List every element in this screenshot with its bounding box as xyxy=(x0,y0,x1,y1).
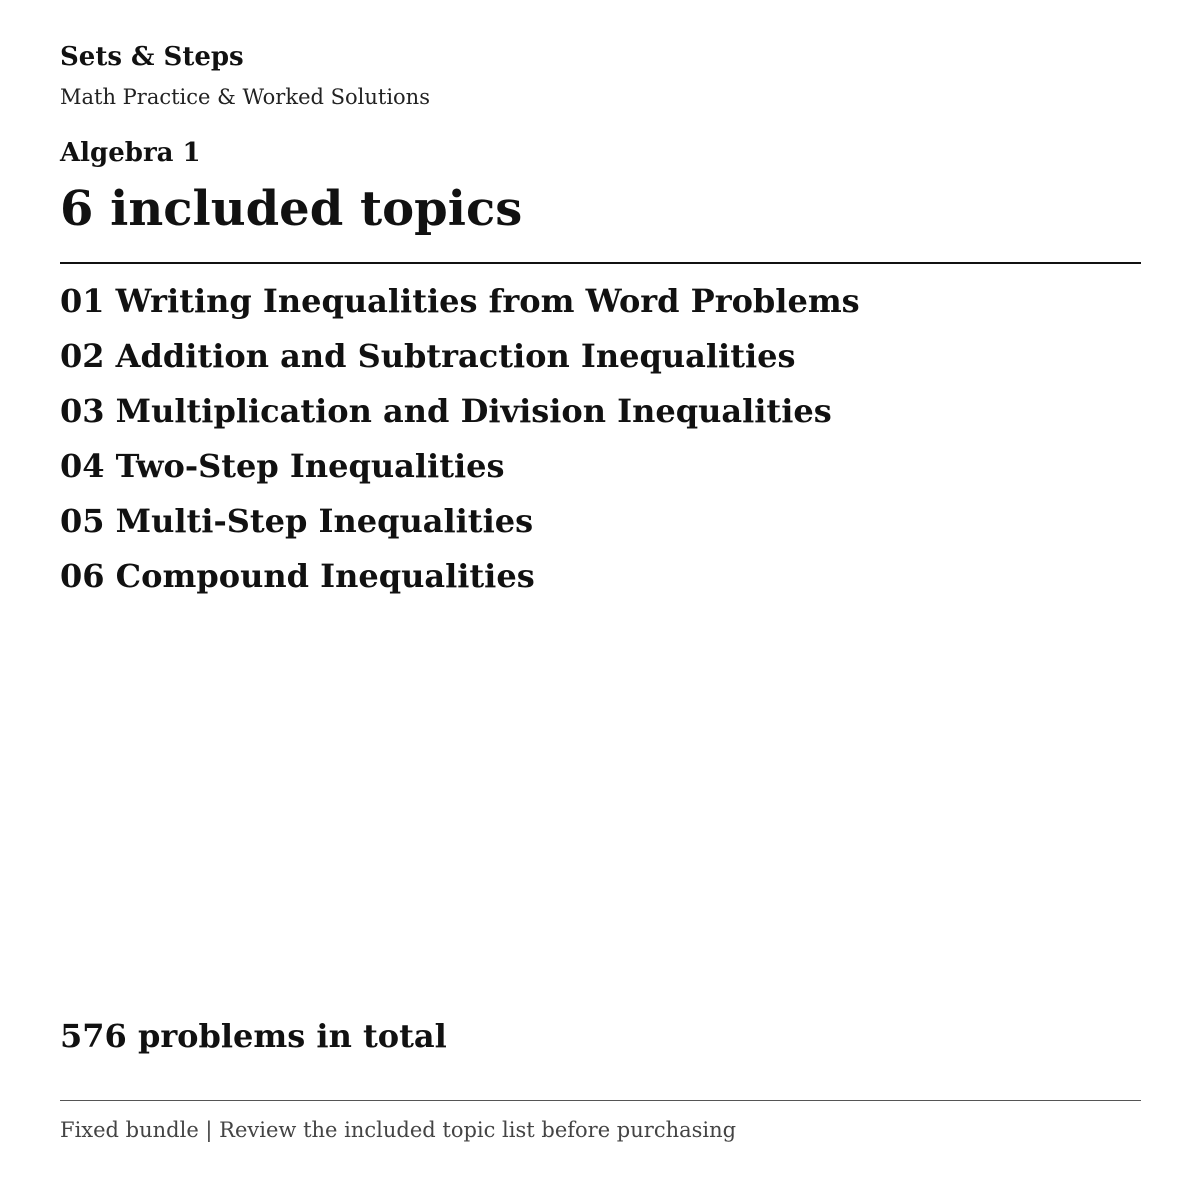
list-item: 01 Writing Inequalities from Word Problems xyxy=(60,282,860,320)
page-title: 6 included topics xyxy=(60,181,523,237)
list-item: 05 Multi-Step Inequalities xyxy=(60,502,534,540)
total-problems: 576 problems in total xyxy=(60,1017,447,1055)
heading-divider xyxy=(60,262,1141,264)
list-item: 03 Multiplication and Division Inequalities xyxy=(60,392,832,430)
list-item: 04 Two-Step Inequalities xyxy=(60,447,505,485)
course-name: Algebra 1 xyxy=(60,138,201,168)
list-item: 06 Compound Inequalities xyxy=(60,557,535,595)
topic-list xyxy=(60,280,860,610)
brand-tagline: Math Practice & Worked Solutions xyxy=(60,85,430,109)
footer-divider xyxy=(60,1100,1141,1101)
list-item: 02 Addition and Subtraction Inequalities xyxy=(60,337,796,375)
brand-name: Sets & Steps xyxy=(60,42,244,72)
footer-note: Fixed bundle | Review the included topic list before purchasing xyxy=(60,1118,737,1142)
